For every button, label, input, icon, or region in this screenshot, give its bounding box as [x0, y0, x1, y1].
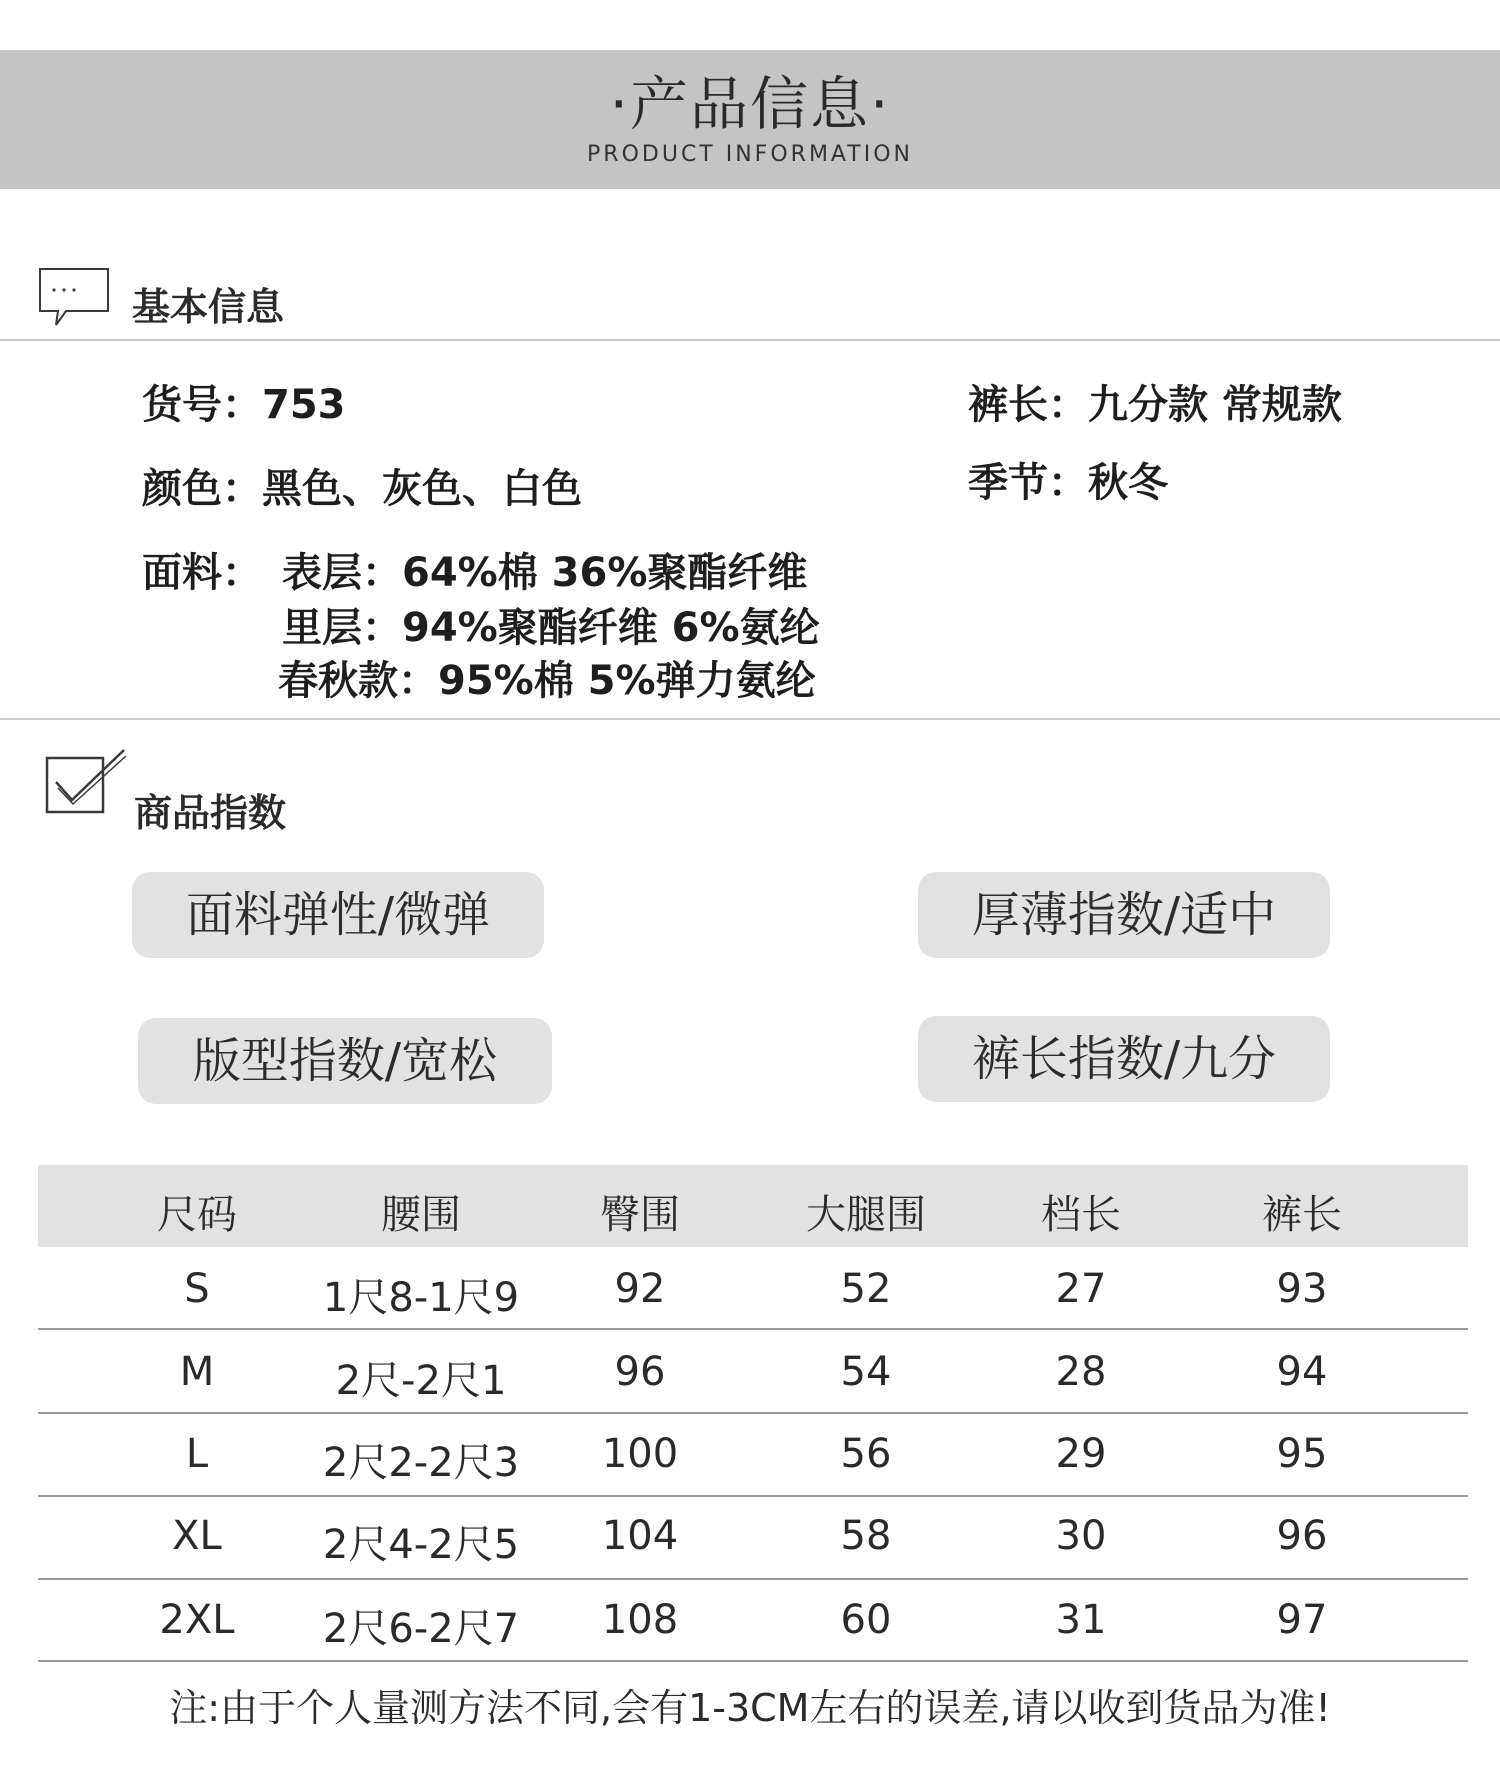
season-info: [968, 456, 1168, 510]
size-table-cell: 28: [1055, 1349, 1107, 1395]
pants-length-info: [968, 378, 1342, 432]
size-table-header-cell: 裤长: [1262, 1192, 1342, 1238]
tag-length: 裤长指数/九分: [918, 1016, 1330, 1102]
size-table-cell: 2尺6-2尺7: [322, 1606, 520, 1652]
table-row-divider: [38, 1412, 1468, 1414]
size-table-cell: 52: [840, 1266, 892, 1312]
divider: [0, 339, 1500, 341]
size-table-cell: 104: [601, 1513, 679, 1559]
divider: [0, 718, 1500, 720]
size-table-cell: 92: [614, 1266, 666, 1312]
fabric-line-inner: 里层：94%聚酯纤维 6%氨纶: [282, 605, 820, 651]
size-table-cell: 100: [601, 1431, 679, 1477]
size-table-cell: 1尺8-1尺9: [322, 1275, 520, 1321]
tag-thickness: 厚薄指数/适中: [918, 872, 1330, 958]
size-table-cell: 108: [601, 1597, 679, 1643]
page-subtitle: PRODUCT INFORMATION: [587, 142, 913, 167]
size-table-cell: 2尺4-2尺5: [322, 1522, 520, 1568]
table-row-divider: [38, 1328, 1468, 1330]
table-row-divider: [38, 1578, 1468, 1580]
section-heading-basic: 基本信息: [132, 285, 285, 329]
size-table-cell: 2XL: [159, 1597, 235, 1643]
size-table-cell: 54: [840, 1349, 892, 1395]
size-table-header-cell: 尺码: [157, 1192, 237, 1238]
size-table-cell: 30: [1055, 1513, 1107, 1559]
color-label: 颜色：: [142, 466, 262, 512]
size-table-cell: 58: [840, 1513, 892, 1559]
size-table-cell: S: [184, 1266, 210, 1312]
size-table-cell: 27: [1055, 1266, 1107, 1312]
size-table-cell: 97: [1276, 1597, 1328, 1643]
size-table-header-cell: 档长: [1041, 1192, 1121, 1238]
size-table-cell: 60: [840, 1597, 892, 1643]
tag-elasticity: 面料弹性/微弹: [132, 872, 544, 958]
size-table-cell: 31: [1055, 1597, 1107, 1643]
table-row-divider: [38, 1660, 1468, 1662]
fabric-line-spring: 春秋款：95%棉 5%弹力氨纶: [278, 658, 816, 704]
size-table-cell: 96: [614, 1349, 666, 1395]
item-number: [142, 378, 346, 432]
size-table-header-cell: 腰围: [381, 1192, 461, 1238]
table-row-divider: [38, 1495, 1468, 1497]
size-table-cell: 96: [1276, 1513, 1328, 1559]
size-table-cell: 93: [1276, 1266, 1328, 1312]
item-number-value: 753: [262, 382, 346, 428]
size-table-header-cell: 臀围: [600, 1192, 680, 1238]
size-table-cell: M: [179, 1349, 215, 1395]
size-table-cell: XL: [172, 1513, 222, 1559]
header-banner: [0, 50, 1500, 189]
measurement-note: 注:由于个人量测方法不同,会有1-3CM左右的误差,请以收到货品为准!: [169, 1686, 1331, 1730]
speech-bubble-icon: [38, 267, 110, 329]
page-title: ·产品信息·: [609, 70, 891, 138]
pants-length-label: 裤长：: [968, 382, 1088, 428]
season-label: 季节：: [968, 460, 1088, 506]
tag-fit: 版型指数/宽松: [138, 1018, 552, 1104]
fabric-label: 面料：: [142, 550, 262, 596]
size-table-cell: 2尺2-2尺3: [322, 1440, 520, 1486]
section-heading-index: 商品指数: [134, 791, 287, 835]
size-table-cell: 94: [1276, 1349, 1328, 1395]
item-number-label: 货号：: [142, 382, 262, 428]
size-table-cell: 29: [1055, 1431, 1107, 1477]
size-table-cell: 95: [1276, 1431, 1328, 1477]
fabric-line-outer: 表层：64%棉 36%聚酯纤维: [282, 550, 808, 596]
size-table-cell: 2尺-2尺1: [335, 1358, 507, 1404]
season-value: 秋冬: [1088, 460, 1168, 506]
size-table-cell: L: [185, 1431, 209, 1477]
color-info: [142, 462, 582, 516]
checkbox-icon: [44, 746, 128, 816]
pants-length-value: 九分款 常规款: [1088, 382, 1342, 428]
size-table-header-cell: 大腿围: [806, 1192, 926, 1238]
size-table-cell: 56: [840, 1431, 892, 1477]
color-value: 黑色、灰色、白色: [262, 466, 582, 512]
